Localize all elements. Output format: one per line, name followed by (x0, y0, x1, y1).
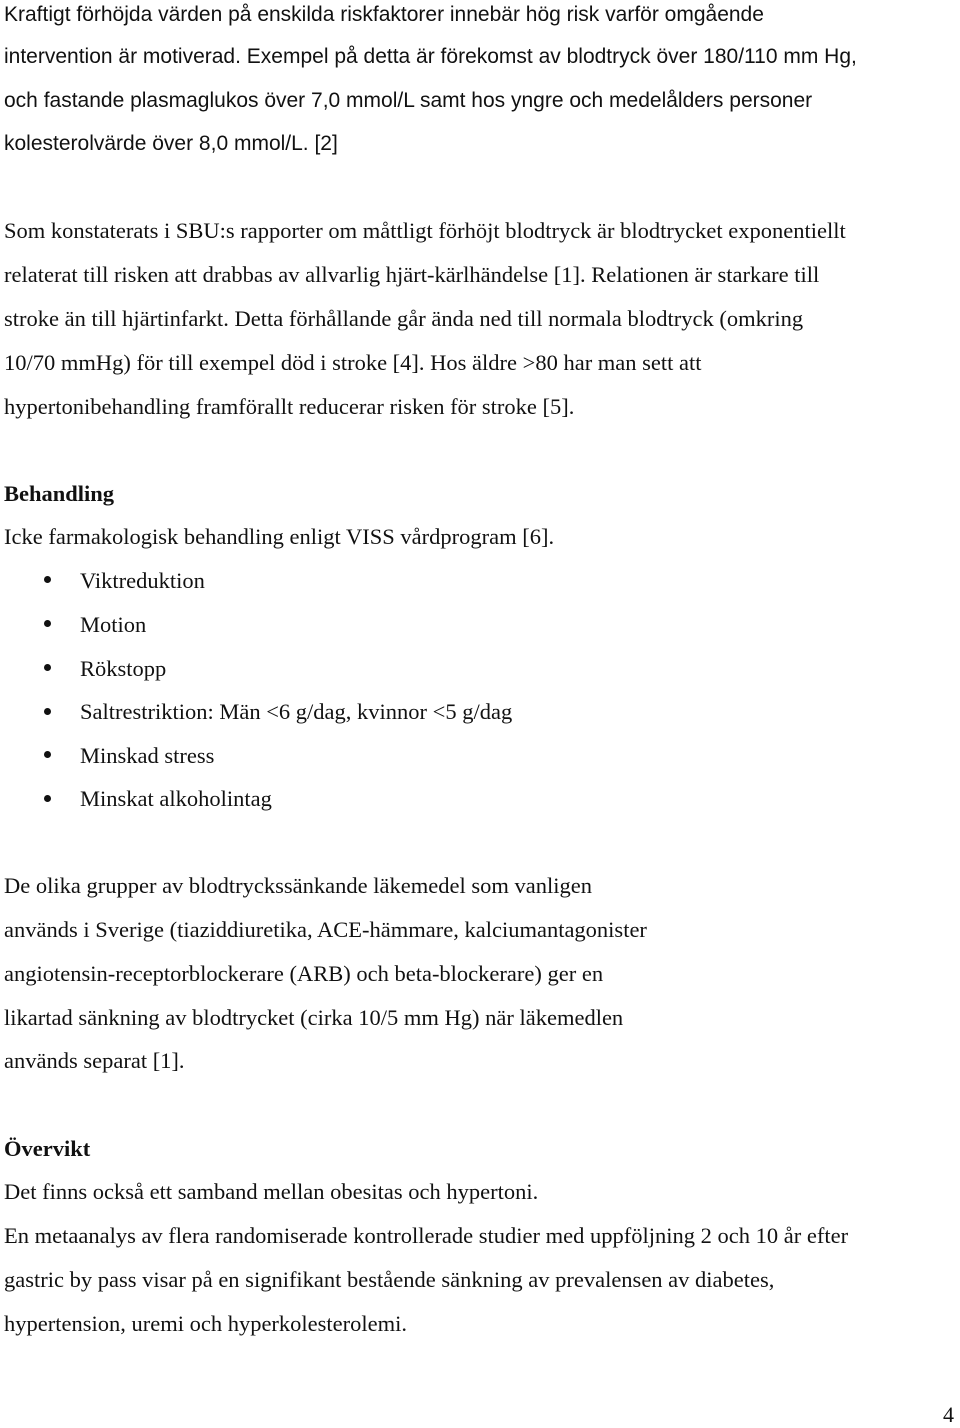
bullet-icon (44, 664, 51, 671)
behandling-intro: Icke farmakologisk behandling enligt VISS vårdprogram [6]. (4, 524, 555, 549)
bullet-icon (44, 708, 51, 715)
paragraph-3-line: likartad sänkning av blodtrycket (cirka 10/5 mm Hg) när läkemedlen (4, 1005, 624, 1030)
paragraph-2-line: 10/70 mmHg) för till exempel död i stroke [4]. Hos äldre >80 har man sett att (4, 350, 702, 375)
paragraph-1-line: kolesterolvärde över 8,0 mmol/L. [2] (4, 132, 338, 155)
list-item: Viktreduktion (80, 568, 205, 593)
overvikt-line: Det finns också ett samband mellan obesitas och hypertoni. (4, 1179, 539, 1204)
paragraph-1-line: och fastande plasmaglukos över 7,0 mmol/L samt hos yngre och medelålders personer (4, 89, 813, 112)
list-item: Saltrestriktion: Män <6 g/dag, kvinnor <5 g/dag (80, 699, 513, 724)
list-item: Minskad stress (80, 743, 215, 768)
overvikt-line: gastric by pass visar på en signifikant bestående sänkning av prevalensen av diabetes, (4, 1267, 775, 1292)
overvikt-line: En metaanalys av flera randomiserade kontrollerade studier med uppföljning 2 och 10 år efter (4, 1223, 849, 1248)
list-item: Motion (80, 612, 147, 637)
bullet-icon (44, 795, 51, 802)
list-item: Rökstopp (80, 656, 167, 681)
paragraph-3-line: används i Sverige (tiaziddiuretika, ACE-hämmare, kalciumantagonister (4, 917, 647, 942)
paragraph-1-line: intervention är motiverad. Exempel på detta är förekomst av blodtryck över 180/110 mm Hg, (4, 45, 857, 68)
bullet-icon (44, 751, 51, 758)
paragraph-3-line: används separat [1]. (4, 1048, 185, 1073)
paragraph-3-line: angiotensin-receptorblockerare (ARB) och beta-blockerare) ger en (4, 961, 604, 986)
paragraph-2-line: stroke än till hjärtinfarkt. Detta förhållande går ända ned till normala blodtryck (omkring (4, 306, 804, 331)
paragraph-2-line: relaterat till risken att drabbas av allvarlig hjärt-kärlhändelse [1]. Relationen är starkare till (4, 262, 820, 287)
overvikt-line: hypertension, uremi och hyperkolesterolemi. (4, 1311, 408, 1336)
bullet-icon (44, 620, 51, 627)
paragraph-3-line: De olika grupper av blodtryckssänkande läkemedel som vanligen (4, 873, 592, 898)
list-item: Minskat alkoholintag (80, 786, 272, 811)
paragraph-1-line: Kraftigt förhöjda värden på enskilda riskfaktorer innebär hög risk varför omgående (4, 3, 764, 26)
section-heading-overvikt: Övervikt (4, 1136, 91, 1161)
bullet-icon (44, 576, 51, 583)
paragraph-2-line: Som konstaterats i SBU:s rapporter om måttligt förhöjt blodtryck är blodtrycket exponentiellt (4, 218, 846, 243)
section-heading-behandling: Behandling (4, 481, 115, 506)
page-number: 4 (943, 1402, 954, 1427)
paragraph-2-line: hypertonibehandling framförallt reducerar risken för stroke [5]. (4, 394, 575, 419)
